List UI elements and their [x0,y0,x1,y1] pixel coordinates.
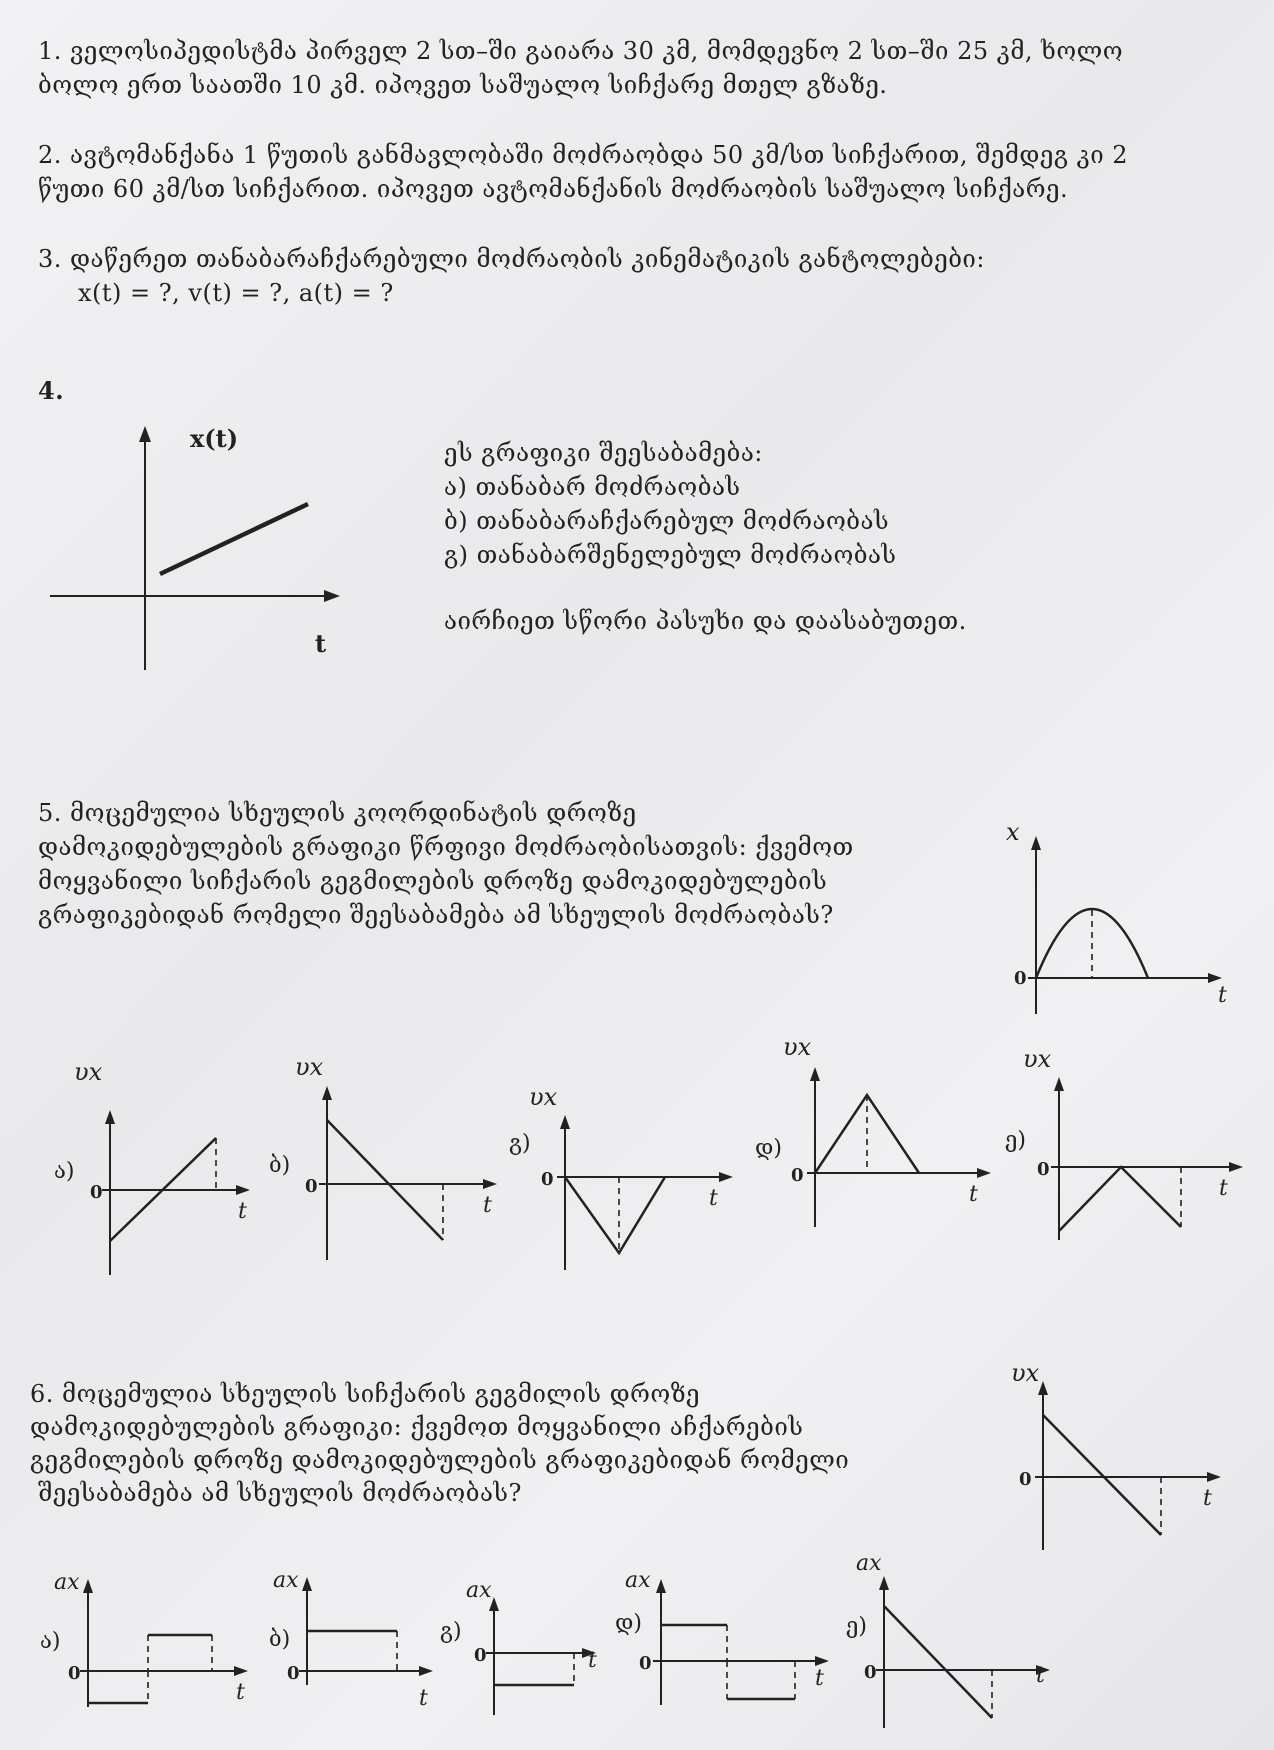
y-axis-label: υx [1011,1359,1040,1387]
problem-2-number: 2. [38,141,62,169]
y-axis-label: ax [273,1568,299,1593]
problem-4-option-c: გ) თანაბარშენელებულ მოძრაობას [444,541,897,569]
origin-label: 0 [1019,1469,1032,1490]
y-axis-arrow [83,1579,93,1593]
origin-label: 0 [90,1182,103,1203]
problem-5-line4: გრაფიკებიდან რომელი შეესაბამება ამ სხეულის მოძრაობას? [38,901,834,929]
y-axis-label: υx [783,1033,812,1061]
y-axis-label: x(t) [190,424,239,453]
graph-line [160,504,308,574]
problem-5-line2: დამოკიდებულების გრაფიკი წრფივი მოძრაობისათვის: ქვემოთ [38,833,854,861]
y-axis-arrow [1054,1077,1064,1091]
y-axis-label: ax [54,1570,80,1595]
problem-5-option-b [265,1050,505,1280]
y-axis-label: x [1006,818,1020,846]
y-axis-arrow [656,1579,666,1593]
x-axis-label: t [238,1199,247,1224]
x-axis-label: t [1218,983,1227,1008]
velocity-line [565,1177,665,1253]
problem-2-line1: ავტომანქანა 1 წუთის განმავლობაში მოძრაობდა 50 კმ/სთ სიჩქარით, შემდეგ კი 2 [70,141,1129,169]
problem-5-option-a [40,1050,255,1280]
problem-5-line1: მოცემულია სხეულის კოორდინატის დროზე [70,799,637,827]
x-axis-arrow [719,1172,733,1182]
x-axis-arrow [234,1666,248,1676]
problem-2 [38,138,1128,206]
problem-5-option-d [755,1035,995,1235]
x-axis-arrow [815,1656,829,1666]
problem-6-line2: დამოკიდებულების გრაფიკი: ქვემოთ მოყვანილი აჩქარების [30,1413,804,1441]
problem-5-number: 5. [38,799,62,827]
option-label: ბ) [269,1153,291,1178]
problem-5-main-graph [1000,820,1240,1020]
y-axis-arrow [1038,1381,1048,1395]
option-label: დ) [755,1136,782,1161]
x-axis-label: t [236,1680,245,1705]
y-axis-label: ax [466,1578,492,1603]
origin-label: 0 [1037,1159,1050,1180]
problem-3 [38,242,985,310]
y-axis-label: ax [625,1568,651,1593]
origin-label: 0 [1014,968,1027,989]
option-label: ა) [54,1159,75,1184]
problem-3-number: 3. [38,245,62,273]
problem-6-option-b [265,1565,445,1715]
problem-3-line1: დაწერეთ თანაბარაჩქარებული მოძრაობის კინემატიკის განტოლებები: [70,245,985,273]
y-axis-label: ax [856,1551,882,1576]
problem-5-option-e [1005,1045,1245,1245]
velocity-line [1059,1167,1181,1231]
option-label: ა) [40,1629,61,1654]
problem-4-option-b: ბ) თანაბარაჩქარებულ მოძრაობას [444,507,890,535]
option-label: ე) [846,1614,867,1639]
y-axis-label: υx [529,1083,558,1111]
velocity-line [1043,1415,1161,1535]
problem-6-line4: შეესაბამება ამ სხეულის მოძრაობას? [30,1479,522,1507]
problem-4-instruction: აირჩიეთ სწორი პასუხი და დაასაბუთეთ. [444,607,967,635]
problem-4-intro: ეს გრაფიკი შეესაბამება: [444,439,763,467]
y-axis-label: υx [1023,1045,1052,1073]
option-label: ე) [1005,1128,1026,1153]
problem-5-option-c [505,1075,735,1275]
problem-1-line1: ველოსიპედისტმა პირველ 2 სთ–ში გაიარა 30 კმ, მომდევნო 2 სთ–ში 25 კმ, ხოლო [70,37,1124,65]
x-axis-arrow [1229,1162,1243,1172]
x-axis-label: t [815,1666,824,1691]
option-label: დ) [615,1611,642,1636]
y-axis-label: υx [74,1058,103,1086]
problem-6 [30,1378,849,1510]
x-axis-arrow [236,1185,250,1195]
origin-label: 0 [541,1169,554,1190]
x-axis-label: t [588,1648,597,1673]
y-axis-arrow [322,1086,332,1100]
origin-label: 0 [639,1653,652,1674]
problem-6-number: 6. [30,1380,54,1408]
problem-6-line1: მოცემულია სხეულის სიჩქარის გეგმილის დროზე [62,1380,701,1408]
x-axis-arrow [1207,1472,1221,1482]
y-axis-arrow [105,1110,115,1124]
option-label: გ) [440,1619,462,1644]
problem-5 [38,796,854,932]
y-axis-arrow [810,1067,820,1081]
problem-1-line2: ბოლო ერთ საათში 10 კმ. იპოვეთ საშუალო სიჩქარე მთელ გზაზე. [38,71,888,99]
problem-4-number: 4. [38,376,65,405]
option-label: გ) [509,1131,531,1156]
x-axis-label: t [1203,1486,1212,1511]
y-axis-arrow [879,1576,889,1590]
problem-6-line3: გეგმილების დროზე დამოკიდებულების გრაფიკებიდან რომელი [30,1446,850,1474]
x-axis-arrow [419,1666,433,1676]
y-axis-arrow [302,1577,312,1591]
x-axis-label: t [419,1686,428,1711]
y-axis-arrow [1031,836,1041,850]
x-axis-label: t [1219,1176,1228,1201]
x-axis-arrow [324,590,340,602]
problem-6-option-d [615,1565,840,1715]
problem-2-line2: წუთი 60 კმ/სთ სიჩქარით. იპოვეთ ავტომანქანის მოძრაობის საშუალო სიჩქარე. [38,175,1069,203]
accel-line [884,1606,992,1718]
velocity-line [327,1120,443,1240]
x-axis-label: t [315,629,327,658]
origin-label: 0 [68,1663,81,1684]
problem-6-option-e [840,1550,1060,1735]
x-axis-label: t [709,1186,718,1211]
problem-1-number: 1. [38,37,62,65]
origin-label: 0 [864,1662,877,1683]
x-axis-label: t [1036,1663,1045,1688]
problem-6-main-graph [1005,1355,1235,1555]
problem-4-graph [40,420,350,680]
x-axis-arrow [483,1179,497,1189]
problem-3-line2: x(t) = ?, v(t) = ?, a(t) = ? [78,279,394,307]
y-axis-arrow [139,426,151,442]
x-axis-label: t [483,1193,492,1218]
problem-4-text [444,436,897,572]
problem-1 [38,34,1123,102]
x-axis-label: t [969,1182,978,1207]
x-axis-arrow [977,1168,991,1178]
y-axis-label: υx [295,1053,324,1081]
problem-6-option-a [40,1565,260,1715]
y-axis-arrow [560,1115,570,1129]
origin-label: 0 [474,1645,487,1666]
problem-5-line3: მოყვანილი სიჩქარის გეგმილების დროზე დამოკიდებულების [38,867,828,895]
problem-4-option-a: ა) თანაბარ მოძრაობას [444,473,741,501]
origin-label: 0 [305,1176,318,1197]
x-axis-arrow [1208,973,1222,983]
origin-label: 0 [287,1663,300,1684]
problem-6-option-c [440,1575,610,1725]
option-label: ბ) [269,1627,291,1652]
origin-label: 0 [791,1165,804,1186]
